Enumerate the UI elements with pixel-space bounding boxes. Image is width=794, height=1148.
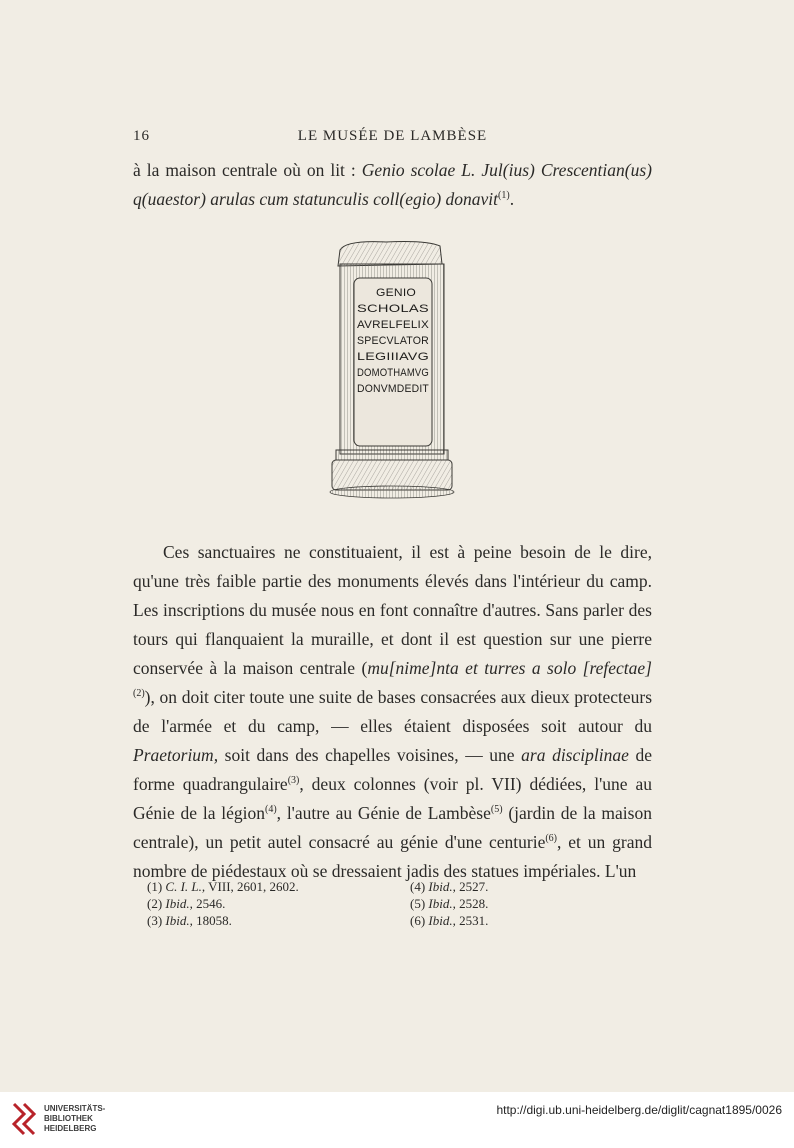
source-url-link[interactable]: http://digi.ub.uni-heidelberg.de/diglit/cagnat1895/0026 (496, 1103, 782, 1117)
footnote-ref-3[interactable]: (3) (287, 775, 300, 787)
altar-drawing (326, 236, 458, 500)
altar-inscription-line-6: DOMOTHAMVG (357, 367, 429, 379)
footnote-ref-1[interactable]: (1) (498, 190, 510, 202)
body-italic-ara: ara disciplinae (521, 745, 629, 765)
footnote-4: (4) Ibid., 2527. (410, 879, 489, 894)
body-italic-inscription: mu[nime]nta et turres a solo [refectae] (367, 658, 652, 678)
intro-text: à la maison centrale où on lit : (133, 160, 362, 180)
footnote-2: (2) Ibid., 2546. (147, 896, 226, 911)
running-head (133, 128, 652, 150)
footnotes-left-column (147, 878, 299, 929)
footnotes (147, 878, 607, 940)
footer-bar (0, 1092, 794, 1148)
intro-inscription: Genio scolae L. Jul(ius) Crescentian(us) q(uaestor) arulas cum statunculis coll(egio) donavit (133, 160, 652, 209)
body-text-2: ), on doit citer toute une suite de bases consacrées aux dieux protecteurs de l'armée et du camp, — elles étaient disposées soit autour du (133, 687, 652, 736)
body-text-1: Ces sanctuaires ne constituaient, il est à peine besoin de le dire, qu'une très faible partie des monuments élevés dans l'intérieur du camp. Les inscriptions du musée nous en font connaître d'autres. Sans parler des tours qui flanquaient la muraille, et dont il est question sur une pierre conservée à la maison centrale ( (133, 542, 652, 678)
altar-inscription-line-2: SCHOLAS (357, 303, 429, 315)
footnotes-right-column (410, 878, 488, 929)
footnote-6: (6) Ibid., 2531. (410, 913, 489, 928)
body-paragraph (133, 538, 652, 886)
body-text-5: , deux colonnes (voir pl. VII) dédiées, l'une au Génie de la légion (133, 774, 653, 823)
altar-illustration (326, 236, 458, 500)
library-name (44, 1104, 105, 1134)
footnote-ref-2[interactable]: (2) (133, 688, 145, 700)
altar-inscription-line-1: GENIO (376, 287, 417, 299)
footnote-ref-4[interactable]: (4) (265, 804, 277, 816)
body-italic-praetorium: Praetorium, (133, 745, 219, 765)
body-text-7: (jardin de la maison centrale), un petit autel consacré au génie d'une centurie (133, 803, 652, 852)
body-text-8: , et un grand nombre de piédestaux où se dressaient jadis des statues impériales. L'un (133, 832, 652, 881)
library-name-line-1: UNIVERSITÄTS- (44, 1104, 106, 1113)
library-name-line-2: BIBLIOTHEK (44, 1114, 93, 1123)
body-text-3: soit dans des chapelles voisines, — une (218, 745, 522, 765)
library-name-line-3: HEIDELBERG (44, 1124, 97, 1133)
body-text-6: , l'autre au Génie de Lambèse (276, 803, 491, 823)
footnote-ref-5[interactable]: (5) (490, 804, 503, 816)
altar-inscription-line-5: LEGIIIAVG (357, 351, 429, 363)
intro-paragraph (133, 156, 652, 214)
body-text-4: de forme quadrangulaire (133, 745, 652, 794)
footnote-5: (5) Ibid., 2528. (410, 896, 489, 911)
intro-end: . (509, 189, 515, 209)
footnote-3: (3) Ibid., 18058. (147, 913, 232, 928)
running-title: LE MUSÉE DE LAMBÈSE (297, 128, 488, 144)
altar-inscription-line-3: AVRELFELIX (357, 319, 430, 331)
footnote-ref-6[interactable]: (6) (545, 833, 558, 845)
altar-inscription-line-7: DONVMDEDIT (357, 383, 430, 395)
altar-inscription-line-4: SPECVLATOR (357, 335, 429, 347)
library-logo-icon (10, 1100, 38, 1140)
footnote-1: (1) C. I. L., VIII, 2601, 2602. (147, 879, 299, 894)
page-number: 16 (133, 128, 150, 144)
